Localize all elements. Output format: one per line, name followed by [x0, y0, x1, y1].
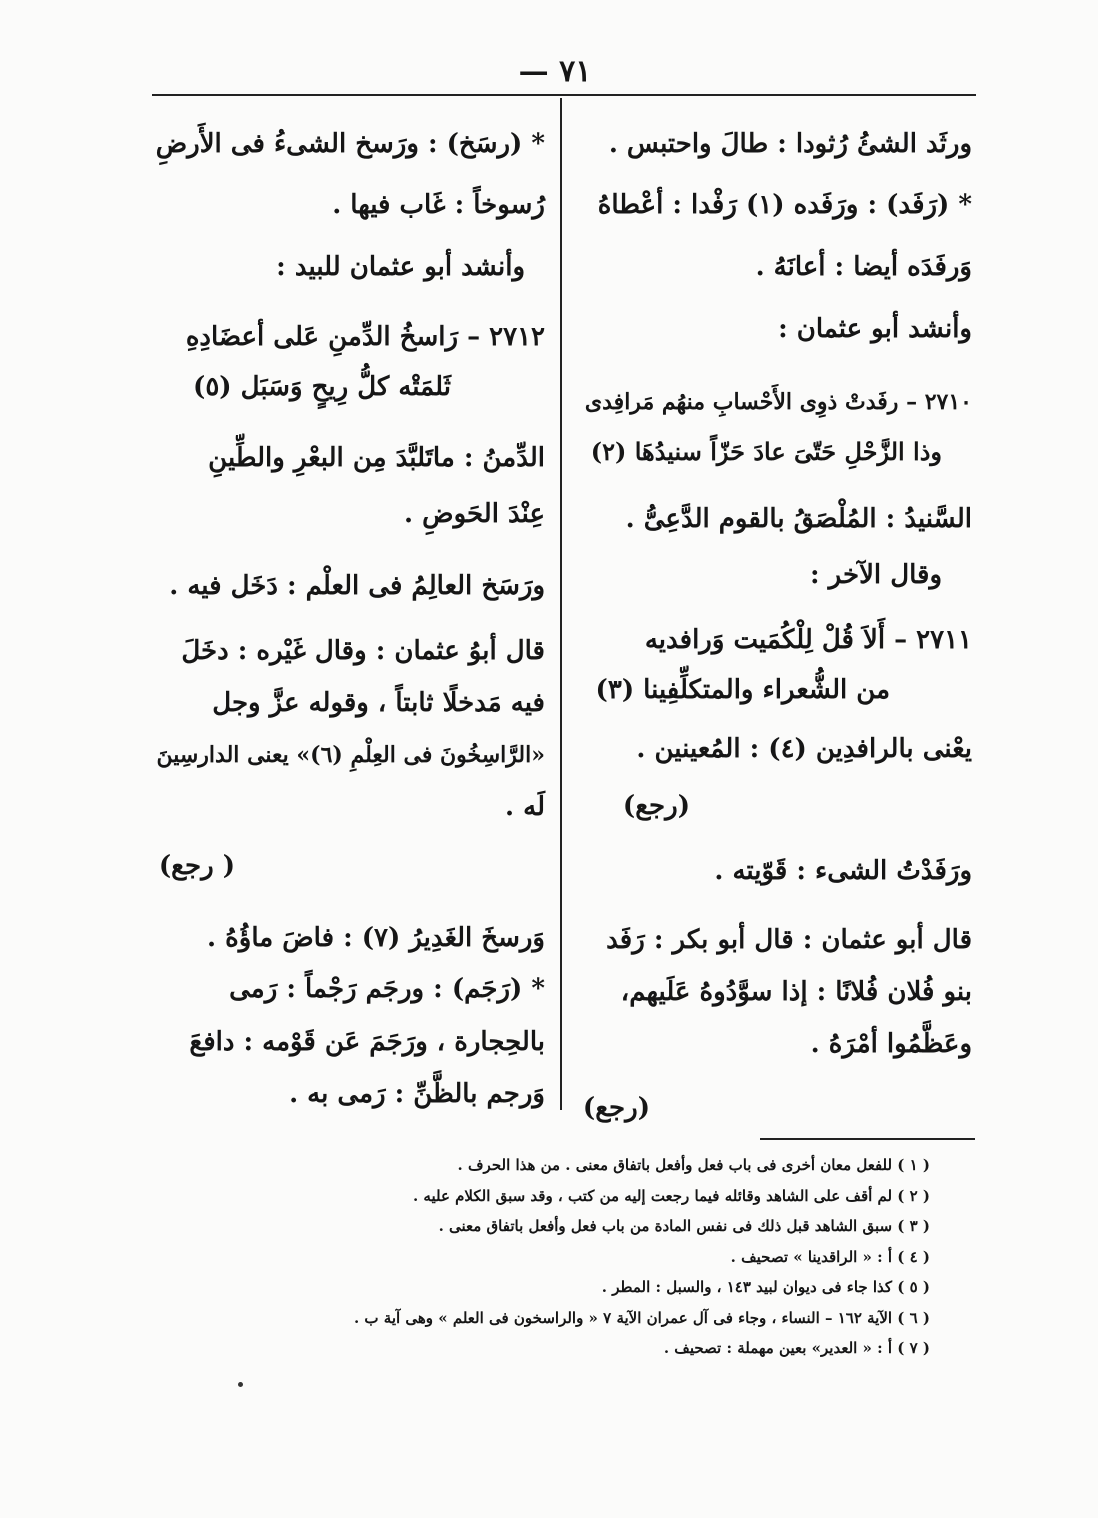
- text-line: وَرسخَ الغَدِيرُ (٧) : فاضَ ماؤُهُ .: [207, 923, 545, 953]
- text-line: بنو فُلان فُلانًا : إذا سوَّدُوهُ عَلَيهم،: [620, 977, 972, 1007]
- text-line: وقال الآخر :: [810, 560, 942, 590]
- text-line: عِنْدَ الحَوضِ .: [404, 499, 545, 529]
- header-rule: [152, 94, 976, 96]
- text-line: وعَظَّمُوا أمْرَهُ .: [810, 1029, 972, 1059]
- verse-2712-second: ثَلمَتْه كلُّ رِيحٍ وَسَبَل (٥): [193, 372, 451, 402]
- footnote-6: ( ٦ ) الآية ١٦٢ – النساء ، وجاء فى آل عمران الآية ٧ « والراسخون فى العلم » وهى آية ب .: [353, 1308, 930, 1327]
- footnotes: [330, 1150, 930, 1364]
- text-line: وَرجم بالظَّنِّ : رَمى به .: [289, 1079, 545, 1109]
- footnote-7: ( ٧ ) أ : « العدير» بعين مهملة : تصحيف .: [663, 1339, 930, 1357]
- text-line: وأنشد أبو عثمان للبيد :: [276, 252, 525, 282]
- verse-2711-first: ٢٧١١ – أَلاَ قُلْ لِلْكُمَيت وَرافديه: [644, 625, 972, 655]
- text-line: فيه مَدخلًا ثابتاً ، وقوله عزَّ وجل: [212, 688, 545, 718]
- text-line: ورَسَخ العالِمُ فى العلْم : دَخَل فيه .: [169, 571, 545, 601]
- entry-heading-rasakh: * (رسَخ) : ورَسخ الشىءُ فى الأَرضِ: [155, 129, 545, 159]
- footnote-1: ( ١ ) للفعل معان أخرى فى باب فعل وأفعل باتفاق معنى . من هذا الحرف .: [457, 1156, 930, 1174]
- text-line: وَرفَدَه أيضا : أعانَهُ .: [755, 252, 972, 282]
- text-line: السَّنيدُ : المُلْصَقُ بالقوم الدَّعِىُّ .: [625, 504, 972, 534]
- text-line: ورثَد الشئُ رُثودا : طالَ واحتبس .: [608, 129, 972, 159]
- verse-2712-first: ٢٧١٢ – رَاسخُ الدِّمنِ عَلى أعضَادِهِ: [185, 322, 545, 352]
- text-line: وأنشد أبو عثمان :: [778, 314, 972, 344]
- text-line: بالحِجارة ، ورَجَمَ عَن قَوْمه : دافعَ: [189, 1027, 545, 1057]
- return-marker: ( رجع): [158, 851, 235, 881]
- page-number: — ٧١: [518, 54, 592, 89]
- column-divider: [560, 98, 562, 1110]
- text-line: قال أبوُ عثمان : وقال غَيْره : دخَلَ: [181, 636, 545, 666]
- verse-2710-second: وذا الزَّحْلِ حَتّىَ عادَ حَزّاً سنيدُهَا (٢): [590, 437, 942, 466]
- footnote-5: ( ٥ ) كذا جاء فى ديوان لبيد ١٤٣ ، والسبل : المطر .: [601, 1278, 930, 1296]
- text-line: قال أبو عثمان : قال أبو بكر : رَفَد: [606, 925, 972, 955]
- verse-2711-second: من الشُّعراء والمتكلِّفِينا (٣): [595, 675, 890, 705]
- entry-heading-rajam: * (رَجَم) : ورجَم رَجْماً : رَمى: [229, 974, 545, 1004]
- footnote-4: ( ٤ ) أ : « الراقدينا » تصحيف .: [730, 1247, 930, 1266]
- footnote-2: ( ٢ ) لم أقف على الشاهد وقائله فيما رجعت إليه من كتب ، وقد سبق الكلام عليه .: [412, 1186, 930, 1205]
- quran-quote-line: «الرَّاسِخُونَ فى العِلْمِ (٦)» يعنى الدارسِينَ: [156, 742, 545, 768]
- return-marker: (رجع): [622, 791, 690, 821]
- footnote-3: ( ٣ ) سبق الشاهد قبل ذلك فى نفس المادة من باب فعل وأفعل باتفاق معنى .: [438, 1217, 930, 1235]
- footnote-rule: [760, 1138, 975, 1140]
- stray-dot: [238, 1382, 243, 1387]
- text-line: يعْنى بالرافدِين (٤) : المُعينين .: [636, 734, 972, 764]
- text-line: رُسوخاً : غَاب فيها .: [332, 190, 545, 220]
- text-line: الدِّمنُ : ماتَلبَّدَ مِن البعْرِ والطِّينِ: [208, 443, 545, 473]
- verse-2710-first: ٢٧١٠ – رفَدتْ ذوِى الأَحْسابِ منهُم مَرافِدى: [584, 389, 972, 415]
- return-marker: (رجع): [582, 1093, 650, 1123]
- entry-heading-rafad: * (رَفَد) : ورَفَده (١) رَفْدا : أعْطاهُ: [597, 190, 972, 220]
- text-line: ورَفَدْتُ الشىء : قَوّيته .: [714, 856, 972, 886]
- text-line: لَه .: [505, 792, 545, 822]
